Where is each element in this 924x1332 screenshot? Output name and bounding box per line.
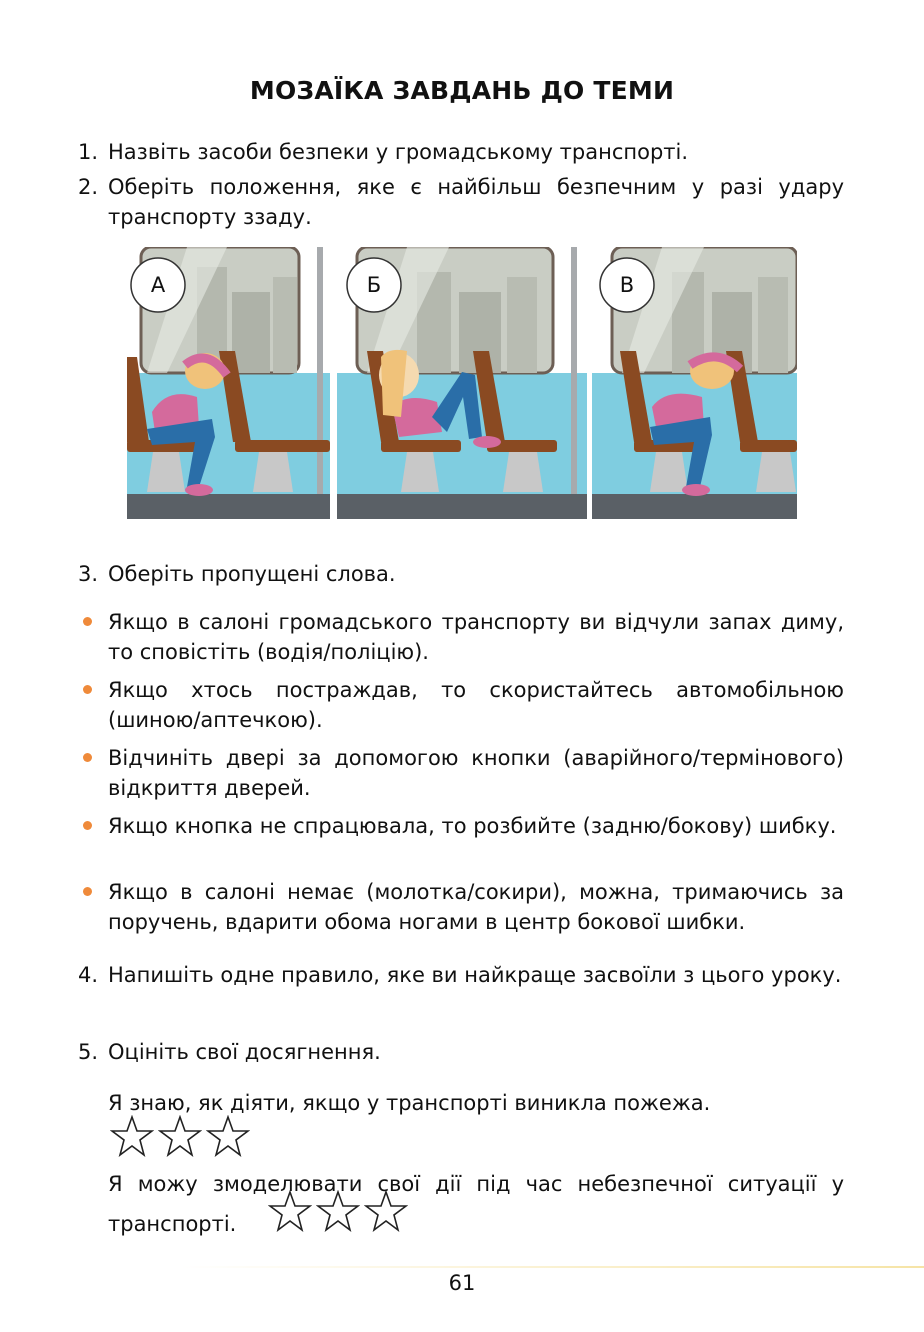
task-3-text: Оберіть пропущені слова. <box>108 562 396 586</box>
bullet-dot-5 <box>83 887 92 896</box>
task-2-text: Оберіть положення, яке є найбільш безпечним у разі удару транспорту ззаду. <box>108 175 844 229</box>
task-3-number: 3. <box>78 562 99 586</box>
task-4-text: Напишіть одне правило, яке ви найкраще засвоїли з цього уроку. <box>108 963 842 987</box>
star-icon[interactable] <box>316 1190 360 1232</box>
star-icon[interactable] <box>158 1115 202 1157</box>
bullet-item-1: Якщо в салоні громадського транспорту ви відчули запах диму, то сповістіть (водія/поліцію). <box>108 610 844 664</box>
seat-position-illustrations <box>127 247 797 519</box>
assessment-2-text: Я можу змоделювати свої дії під час небезпечної ситуації у транспорті. <box>108 1172 844 1236</box>
bullet-dot-3 <box>83 753 92 762</box>
panel-b-label: Б <box>366 273 382 297</box>
page-number: 61 <box>448 1271 476 1295</box>
assessment-1-rating[interactable] <box>110 1115 250 1157</box>
panel-c-label: В <box>619 273 635 297</box>
star-icon[interactable] <box>268 1190 312 1232</box>
panel-a[interactable] <box>127 247 330 519</box>
bullet-dot-2 <box>83 685 92 694</box>
page-title: МОЗАЇКА ЗАВДАНЬ ДО ТЕМИ <box>249 76 675 105</box>
task-1-text: Назвіть засоби безпеки у громадському транспорті. <box>108 140 689 164</box>
task-2-number: 2. <box>78 175 99 199</box>
task-4-number: 4. <box>78 963 99 987</box>
task-5-number: 5. <box>78 1040 99 1064</box>
star-icon[interactable] <box>206 1115 250 1157</box>
star-icon[interactable] <box>364 1190 408 1232</box>
bullet-item-5: Якщо в салоні немає (молотка/сокири), можна, тримаючись за поручень, вдарити обома ногами в центр бокової шибки. <box>108 880 844 934</box>
star-icon[interactable] <box>110 1115 154 1157</box>
assessment-2-rating[interactable] <box>268 1190 408 1232</box>
bullet-item-4: Якщо кнопка не спрацювала, то розбийте (задню/бокову) шибку. <box>108 814 837 838</box>
assessment-1-text: Я знаю, як діяти, якщо у транспорті виникла пожежа. <box>108 1091 711 1115</box>
panel-a-label: А <box>150 273 166 297</box>
task-5-text: Оцініть свої досягнення. <box>108 1040 381 1064</box>
bullet-dot-4 <box>83 821 92 830</box>
bullet-item-2: Якщо хтось постраждав, то скористайтесь автомобільною (шиною/аптечкою). <box>108 678 844 732</box>
footer-divider <box>180 1266 924 1268</box>
bullet-dot-1 <box>83 617 92 626</box>
task-1-number: 1. <box>78 140 99 164</box>
panel-c[interactable] <box>592 247 797 519</box>
bullet-item-3: Відчиніть двері за допомогою кнопки (аварійного/термінового) відкриття дверей. <box>108 746 844 800</box>
panel-b[interactable] <box>337 247 587 519</box>
